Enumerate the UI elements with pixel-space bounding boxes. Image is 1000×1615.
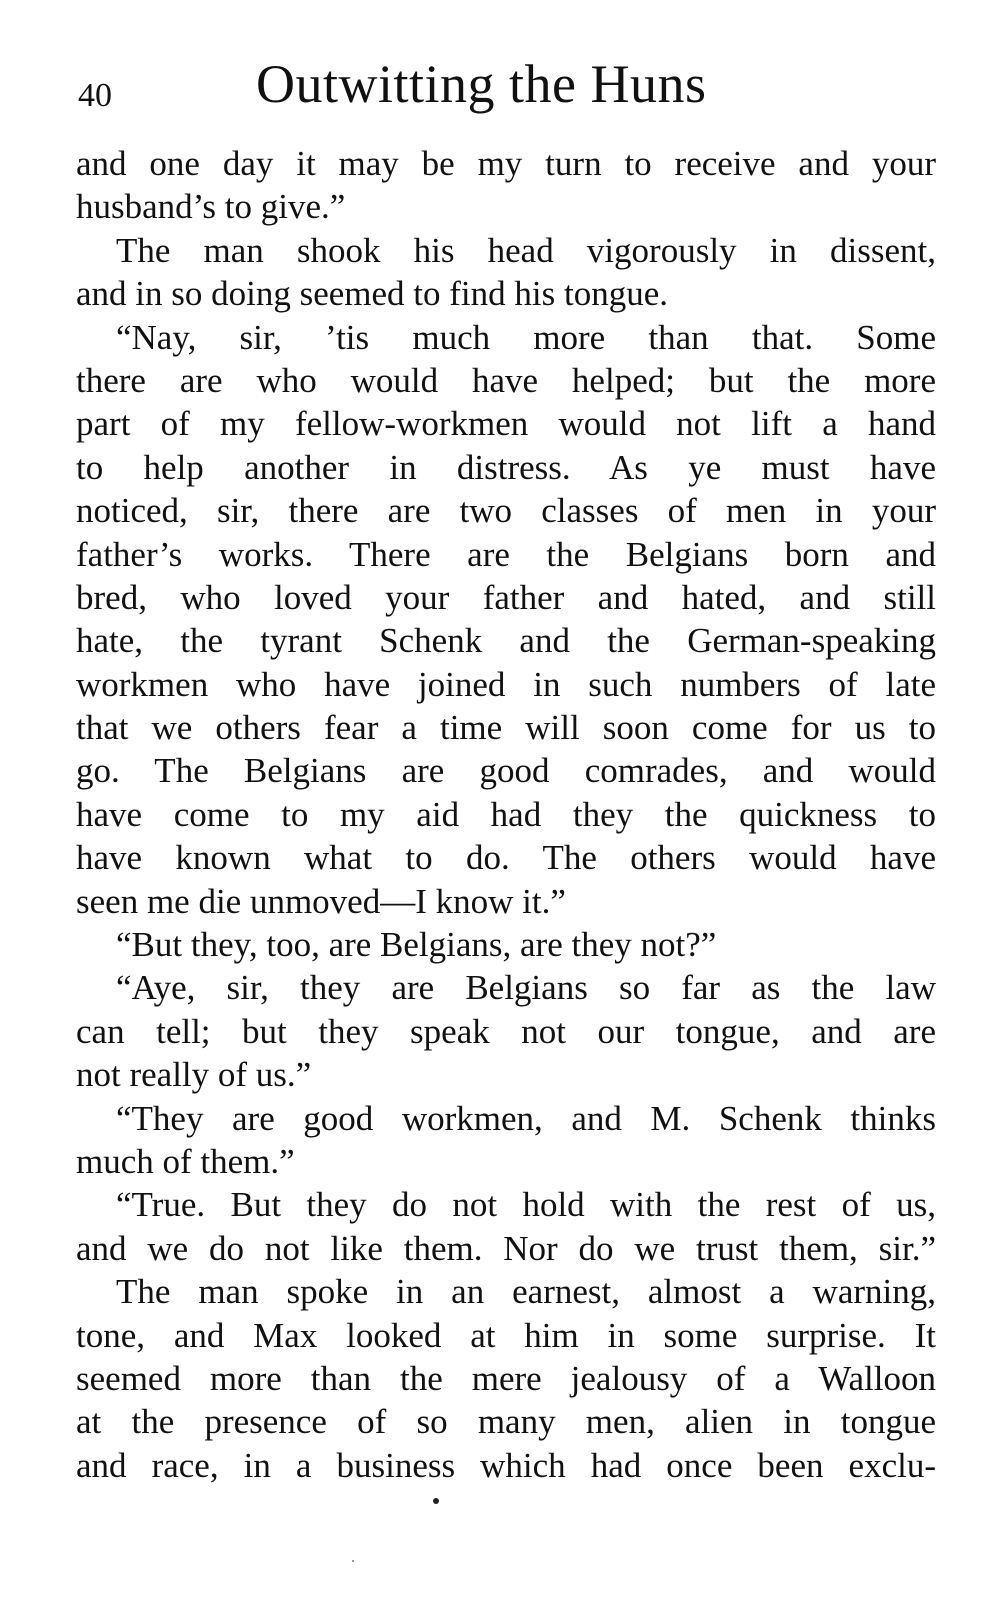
text-line: and race, in a business which had once been exclu- — [76, 1445, 936, 1485]
body-text — [76, 142, 936, 1487]
text-line: there are who would have helped; but the more — [76, 360, 936, 400]
text-line: not really of us.” — [76, 1055, 312, 1095]
text-line: can tell; but they speak not our tongue, and are — [76, 1011, 936, 1051]
text-line: husband’s to give.” — [76, 187, 346, 227]
text-line: and we do not like them. Nor do we trust them, sir.” — [76, 1228, 936, 1268]
text-line: and in so doing seemed to find his tongue. — [76, 274, 669, 314]
text-line: The man spoke in an earnest, almost a warning, — [116, 1272, 936, 1312]
text-line: at the presence of so many men, alien in tongue — [76, 1402, 936, 1442]
text-line: and one day it may be my turn to receive and your — [76, 144, 936, 183]
text-line: part of my fellow-workmen would not lift a hand — [76, 404, 936, 444]
text-line: The man shook his head vigorously in dissent, — [116, 230, 936, 270]
text-line: seen me die unmoved—I know it.” — [76, 881, 566, 921]
text-line: bred, who loved your father and hated, and still — [76, 577, 936, 617]
running-title: Outwitting the Huns — [256, 54, 707, 114]
text-line: have known what to do. The others would have — [76, 838, 936, 878]
text-line: father’s works. There are the Belgians born and — [76, 534, 936, 574]
text-line: have come to my aid had they the quickness to — [76, 794, 936, 834]
text-line: that we others fear a time will soon come for us to — [76, 708, 936, 748]
text-line: workmen who have joined in such numbers of late — [76, 664, 936, 704]
text-line: seemed more than the mere jealousy of a Walloon — [76, 1358, 936, 1398]
text-line: hate, the tyrant Schenk and the German-speaking — [76, 621, 936, 661]
page-header — [78, 52, 938, 122]
page-number: 40 — [78, 77, 112, 114]
text-line: “Nay, sir, ’tis much more than that. Some — [116, 317, 936, 357]
text-line: “But they, too, are Belgians, are they not?” — [116, 925, 717, 965]
text-line: noticed, sir, there are two classes of men in your — [76, 491, 936, 531]
text-line: tone, and Max looked at him in some surprise. It — [76, 1315, 936, 1355]
text-line: much of them.” — [76, 1141, 295, 1181]
print-speck — [352, 1560, 354, 1562]
text-line: “They are good workmen, and M. Schenk thinks — [116, 1098, 936, 1138]
print-dot-mark — [433, 1498, 439, 1504]
text-line: “True. But they do not hold with the rest of us, — [116, 1185, 936, 1225]
text-line: go. The Belgians are good comrades, and would — [76, 751, 936, 791]
text-line: “Aye, sir, they are Belgians so far as the law — [116, 968, 936, 1008]
text-line: to help another in distress. As ye must have — [76, 447, 936, 487]
